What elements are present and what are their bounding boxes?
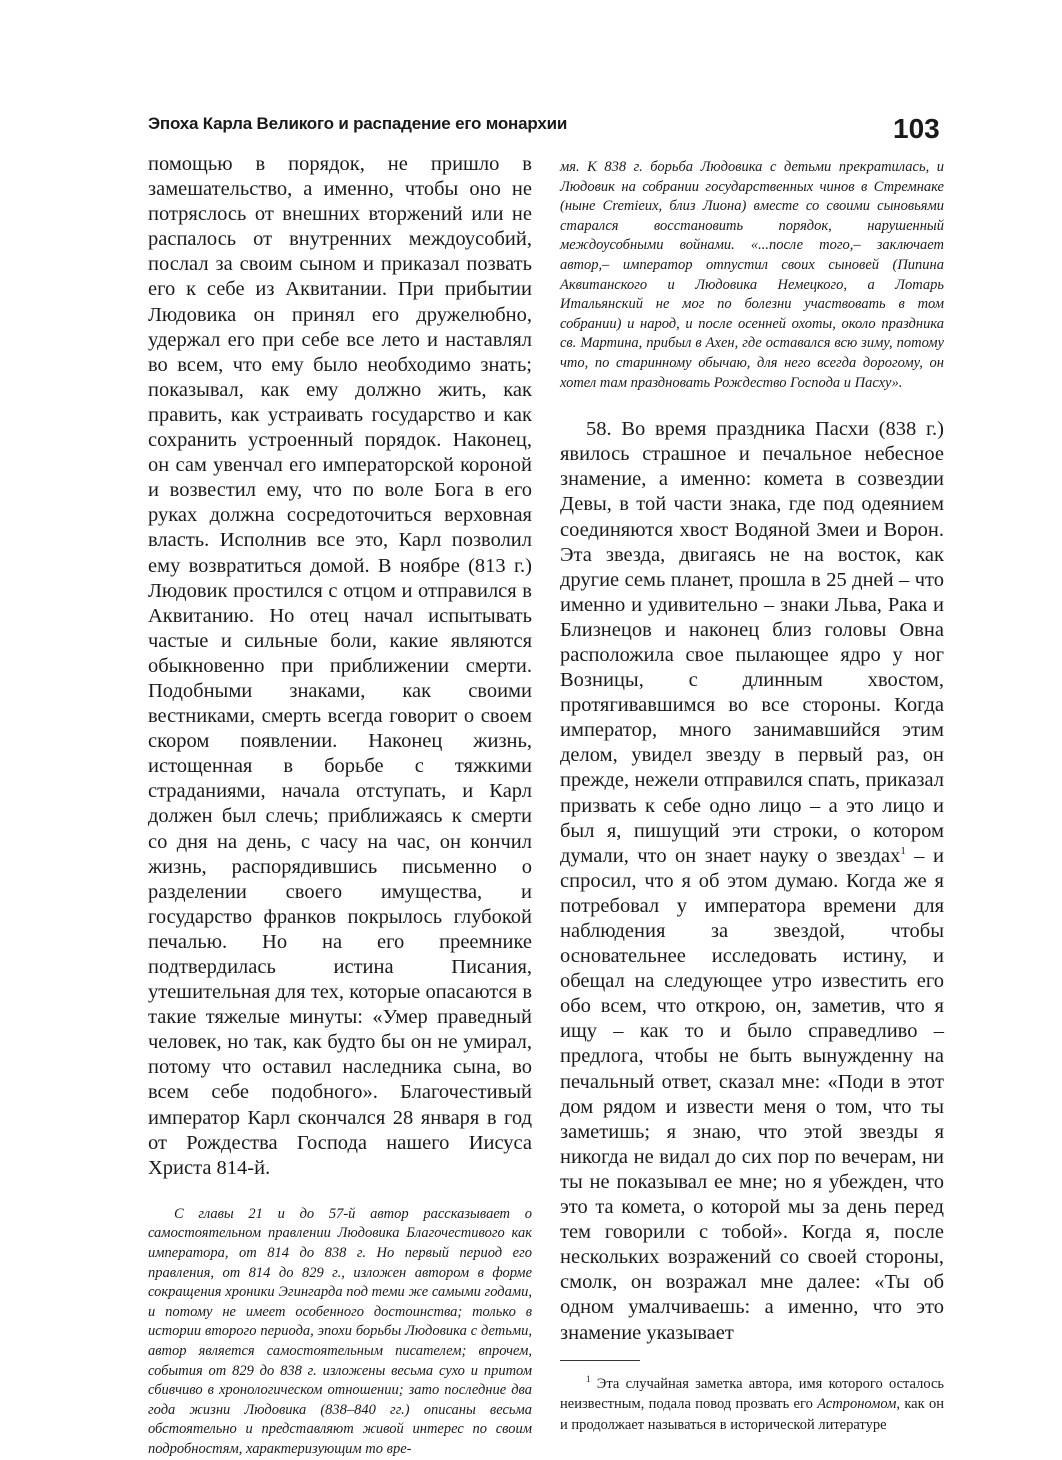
- footnote-mark: 1: [586, 1373, 591, 1384]
- body-text-after-ref: – и спросил, что я об этом думаю. Когда же я потребовал у императора времени для наблюдения за звездой, чтобы основательнее исследовать истину, и обещал на следующее утро известить его обо всем, что открою, он, заметив, что я ищу – как то и было справедливо – предлога, чтобы не быть вынужденну на печальный ответ, сказал мне: «Поди в этот дом рядом и извести меня о том, что ты заметишь; я знаю, что этой звезды я никогда не видал до сих пор по вечерам, ни ты не показывал ее мне; но я убежден, что это та комета, о которой мы за день перед тем говорили с тобой». Когда я, после нескольких возражений со своей стороны, смолк, он возражал мне далее: «Ты об одном умалчиваешь: а именно, что это знамение указывает: [560, 844, 944, 1344]
- left-column: [148, 152, 532, 1460]
- page-number: 103: [893, 113, 940, 144]
- footnote-emphasis: Астрономом: [817, 1396, 897, 1413]
- editorial-note-left: С главы 21 и до 57-й автор рассказывает о самостоятельном правлении Людовика Благочестивого как императора, от 814 до 838 г. Но первый период его правления, от 814 до 829 г., изложен автором в форме сокращения хроники Эгингарда под теми же самыми годами, и потому не имеет особенного достоинства; только в истории второго периода, эпохи борьбы Людовика с детьми, автор является самостоятельным писателем; впрочем, события от 829 до 838 г. изложены весьма сухо и притом сбивчиво в хронологическом отношении; зато последние два года жизни Людовика (838–840 гг.) описаны весьма обстоятельно и представляют живой интерес по своим подробностям, характеризующим то вре-: [148, 1205, 532, 1457]
- footnote-reference[interactable]: 1: [900, 844, 906, 857]
- body-paragraph-left: помощью в порядок, не пришло в замешательство, а именно, чтобы оно не потряслось от внешних вторжений или не распалось от внутренних междоусобий, послал за своим сыном и приказал позвать его к себе из Аквитании. При прибытии Людовика он принял его дружелюбно, удержал его при себе все лето и наставлял во всем, что ему было необходимо знать; показывал, как ему должно жить, как править, как устраивать государство и как сохранить устроенный порядок. Наконец, он сам увенчал его императорской короной и возвестил ему, что по воле Бога в его руках должна сосредоточиться верховная власть. Исполнив все это, Карл позволил ему возвратиться домой. В ноябре (813 г.) Людовик простился с отцом и отправился в Аквитанию. Но отец начал испытывать частые и сильные боли, какие являются обыкновенно при приближении смерти. Подобными знаками, как своими вестниками, смерть всегда говорит о своем скором появлении. Наконец жизнь, истощенная в борьбе с тяжкими страданиями, начала отступать, и Карл должен был слечь; приближаясь к смерти со дня на день, с часу на час, он кончил жизнь, распорядившись письменно о разделении своего имущества, и государство франков покрылось глубокой печалью. Но на его преемнике подтвердилась истина Писания, утешительная для тех, которые опасаются в такие тяжелые минуты: «Умер праведный человек, но так, как будто бы он не умирал, потому что оставил наследника сына, во всем себе подобного». Благочестивый император Карл скончался 28 января в год от Рождества Господа нашего Иисуса Христа 814-й.: [148, 153, 532, 1179]
- footnote-divider: [560, 1360, 640, 1361]
- body-paragraph-right: [560, 417, 944, 1345]
- footnote-text-start: Эта случайная заметка автора, имя которого осталось неизвестным, подала повод прозвать его: [560, 1375, 944, 1413]
- right-column: [560, 152, 944, 1436]
- footnote-text-end: , как он и продолжает называться в исторической литературе: [560, 1396, 944, 1434]
- editorial-note-right: мя. К 838 г. борьба Людовика с детьми прекратилась, и Людовик на собрании государственных чинов в Стремнаке (ныне Cremieux, близ Лиона) вместе со своими сыновьями старался восстановить порядок, нарушенный междоусобными войнами. «...после того,– заключает автор,– император отпустил своих сыновей (Пипина Аквитанского и Людовика Немецкого, а Лотарь Итальянский не мог по болезни участвовать в том собрании) и народ, и после осенней охоты, около праздника св. Мартина, прибыл в Ахен, где оставался всю зиму, потому что, по старинному обычаю, для него всегда дорогому, он хотел там праздновать Рождество Господа и Пасху».: [560, 159, 944, 391]
- body-text-before-ref: 58. Во время праздника Пасхи (838 г.) явилось страшное и печальное небесное знамение, а именно: комета в созвездии Девы, в той части знака, где под одеянием соединяются хвост Водяной Змеи и Ворон. Эта звезда, двигаясь не на восток, как другие семь планет, прошла в 25 дней – что именно и удивительно – знаки Льва, Рака и Близнецов и наконец близ головы Овна расположила свое пылающее ядро у ног Возницы, с длинным хвостом, протягивавшимся во все стороны. Когда император, много занимавшийся этим делом, увидел звезду в первый раз, он прежде, нежели отправился спать, приказал призвать к себе одно лицо – а это лицо и был я, пишущий эти строки, о котором думали, что он знает науку о звездах: [560, 418, 944, 867]
- footnote: [560, 1369, 944, 1437]
- running-header: Эпоха Карла Великого и распадение его монархии: [148, 114, 568, 133]
